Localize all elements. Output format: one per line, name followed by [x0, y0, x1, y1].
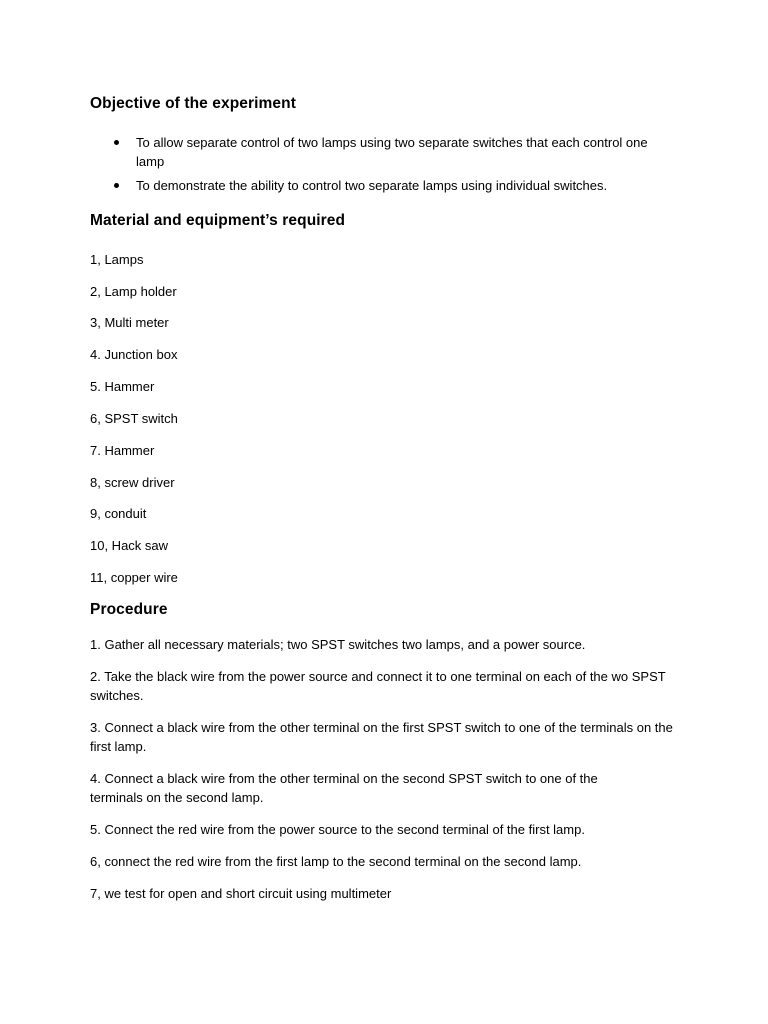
material-item: 11, copper wire — [90, 570, 178, 585]
bullet-icon — [114, 140, 119, 145]
procedure-step: 4. Connect a black wire from the other terminal on the second SPST switch to one of the terminals on the second lamp. — [90, 771, 598, 805]
bullet-icon — [114, 183, 119, 188]
procedure-step: 1. Gather all necessary materials; two SPST switches two lamps, and a power source. — [90, 637, 586, 652]
procedure-step: 6, connect the red wire from the first lamp to the second terminal on the second lamp. — [90, 854, 582, 869]
material-item: 7. Hammer — [90, 443, 155, 458]
material-item: 6, SPST switch — [90, 411, 178, 426]
material-item: 4. Junction box — [90, 347, 178, 362]
objective-bullet: To demonstrate the ability to control two separate lamps using individual switches. — [136, 178, 608, 193]
material-item: 10, Hack saw — [90, 538, 169, 553]
material-item: 8, screw driver — [90, 475, 175, 490]
material-item: 1, Lamps — [90, 252, 144, 267]
procedure-heading: Procedure — [90, 601, 168, 618]
materials-heading: Material and equipment’s required — [90, 212, 346, 229]
procedure-step: 2. Take the black wire from the power source and connect it to one terminal on each of the wo SPST switches. — [90, 669, 666, 703]
material-item: 2, Lamp holder — [90, 284, 177, 299]
material-item: 9, conduit — [90, 506, 147, 521]
procedure-step: 7, we test for open and short circuit using multimeter — [90, 886, 392, 901]
objective-bullet: To allow separate control of two lamps using two separate switches that each control one lamp — [136, 135, 648, 169]
material-item: 3, Multi meter — [90, 315, 169, 330]
material-item: 5. Hammer — [90, 379, 155, 394]
procedure-step: 5. Connect the red wire from the power source to the second terminal of the first lamp. — [90, 822, 585, 837]
objective-heading: Objective of the experiment — [90, 95, 296, 112]
procedure-step: 3. Connect a black wire from the other terminal on the first SPST switch to one of the terminals on the first lamp. — [90, 720, 673, 754]
